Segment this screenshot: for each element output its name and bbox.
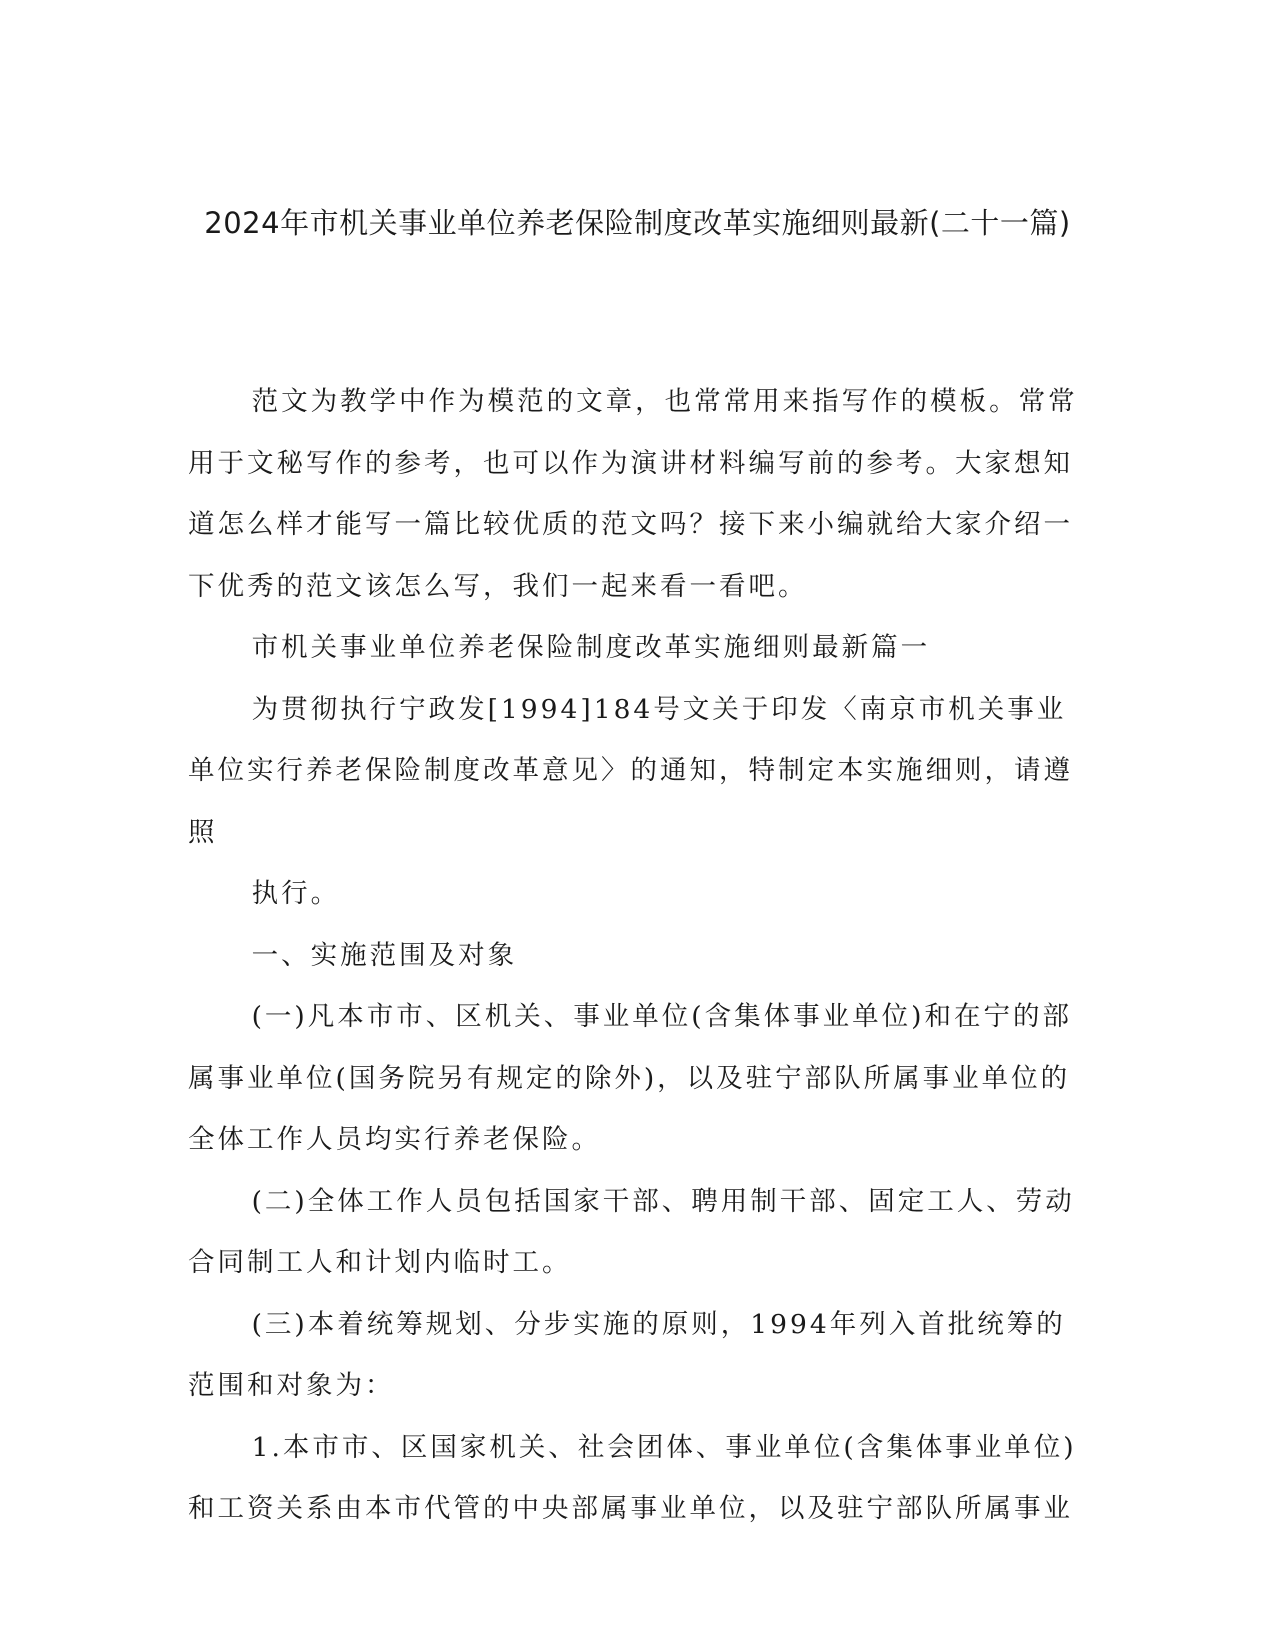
document-title: 2024年市机关事业单位养老保险制度改革实施细则最新(二十一篇) bbox=[204, 206, 1071, 240]
purpose-continuation: 执行。 bbox=[251, 878, 341, 909]
clause-paragraph: (二)全体工作人员包括国家干部、聘用制干部、固定工人、劳动合同制工人和计划内临时工。 bbox=[188, 1185, 1075, 1278]
intro-paragraph: 范文为教学中作为模范的文章，也常常用来指写作的模板。常常用于文秘写作的参考，也可以作为演讲材料编写前的参考。大家想知道怎么样才能写一篇比较优质的范文吗？接下来小编就给大家介绍一下优秀的范文该怎么写，我们一起来看一看吧。 bbox=[188, 386, 1078, 602]
clause-paragraph: (一)凡本市市、区机关、事业单位(含集体事业单位)和在宁的部属事业单位(国务院另有规定的除外)，以及驻宁部队所属事业单位的全体工作人员均实行养老保险。 bbox=[188, 1001, 1072, 1155]
clause-item-paragraph: 1.本市市、区国家机关、社会团体、事业单位(含集体事业单位)和工资关系由本市代管的中央部属事业单位，以及驻宁部队所属事业 bbox=[188, 1431, 1077, 1524]
chapter-heading: 一、实施范围及对象 bbox=[251, 939, 518, 971]
purpose-paragraph: 为贯彻执行宁政发[1994]184号文关于印发〈南京市机关事业单位实行养老保险制度改革意见〉的通知，特制定本实施细则，请遵照 bbox=[188, 693, 1073, 848]
document-body bbox=[188, 371, 1088, 1540]
clause-paragraph: (三)本着统筹规划、分步实施的原则，1994年列入首批统筹的范围和对象为： bbox=[188, 1308, 1066, 1401]
section-heading: 市机关事业单位养老保险制度改革实施细则最新篇一 bbox=[251, 632, 931, 663]
